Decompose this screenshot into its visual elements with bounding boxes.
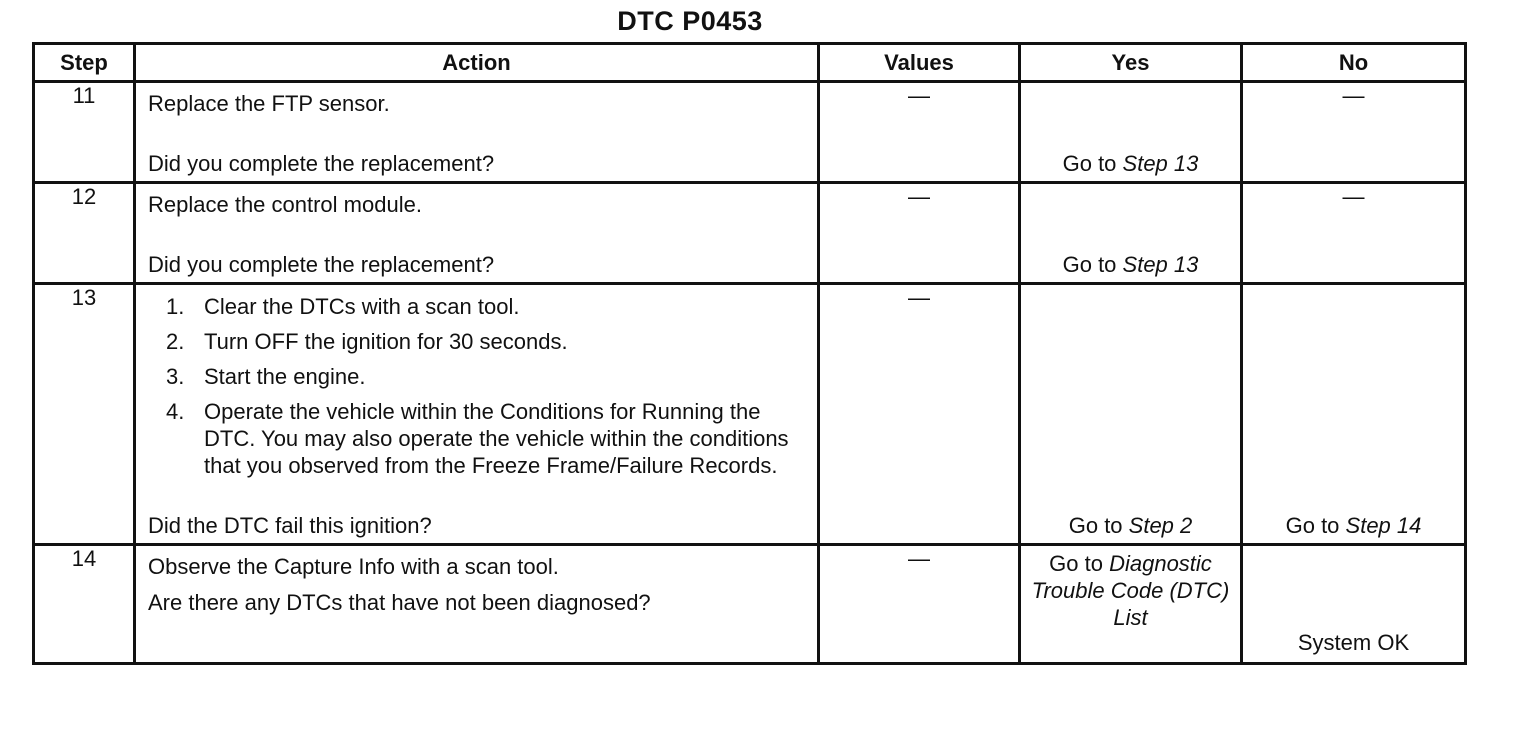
no-text: — bbox=[1342, 184, 1365, 209]
header-values: Values bbox=[819, 44, 1020, 82]
action-cell bbox=[135, 82, 819, 183]
action-question: Did you complete the replacement? bbox=[148, 151, 495, 176]
list-item-text: Start the engine. bbox=[204, 364, 366, 389]
action-instruction: Replace the FTP sensor. bbox=[148, 91, 390, 116]
no-cell bbox=[1242, 545, 1466, 664]
yes-dtc-list-link: Diagnostic Trouble Code (DTC) List bbox=[1031, 551, 1230, 630]
list-item-number: 1. bbox=[166, 294, 185, 319]
yes-cell bbox=[1020, 82, 1242, 183]
yes-step-link: Step 13 bbox=[1122, 151, 1199, 176]
values-text: — bbox=[908, 546, 930, 571]
values-cell bbox=[819, 545, 1020, 664]
step-number: 12 bbox=[34, 183, 135, 284]
list-item-number: 2. bbox=[166, 329, 185, 354]
yes-prefix: Go to bbox=[1049, 551, 1110, 576]
action-cell bbox=[135, 545, 819, 664]
no-cell bbox=[1242, 82, 1466, 183]
list-item bbox=[166, 328, 807, 355]
list-item-number: 4. bbox=[166, 399, 185, 424]
table-row bbox=[34, 82, 1466, 183]
step-number: 13 bbox=[34, 284, 135, 545]
values-cell bbox=[819, 183, 1020, 284]
header-step: Step bbox=[34, 44, 135, 82]
list-item-text: Turn OFF the ignition for 30 seconds. bbox=[204, 329, 568, 354]
header-action: Action bbox=[135, 44, 819, 82]
action-instruction: Replace the control module. bbox=[148, 192, 422, 217]
step-number: 14 bbox=[34, 545, 135, 664]
action-cell bbox=[135, 284, 819, 545]
list-item bbox=[166, 293, 807, 320]
yes-cell bbox=[1020, 284, 1242, 545]
yes-step-link: Step 2 bbox=[1128, 513, 1193, 538]
yes-cell bbox=[1020, 545, 1242, 664]
action-cell bbox=[135, 183, 819, 284]
values-text: — bbox=[908, 83, 930, 108]
list-item bbox=[166, 363, 807, 390]
yes-prefix: Go to bbox=[1062, 151, 1123, 176]
no-text: — bbox=[1342, 83, 1365, 108]
action-steps-list bbox=[148, 293, 807, 479]
yes-cell bbox=[1020, 183, 1242, 284]
no-prefix: Go to bbox=[1285, 513, 1346, 538]
page-title: DTC P0453 bbox=[617, 6, 763, 36]
values-cell bbox=[819, 82, 1020, 183]
no-cell bbox=[1242, 183, 1466, 284]
table-row bbox=[34, 284, 1466, 545]
table-row bbox=[34, 545, 1466, 664]
action-question: Did the DTC fail this ignition? bbox=[148, 513, 432, 538]
no-text: System OK bbox=[1297, 630, 1410, 655]
yes-step-link: Step 13 bbox=[1122, 252, 1199, 277]
list-item-text: Operate the vehicle within the Conditions for Running the DTC. You may also operate the vehicle within the conditions that you observed from the Freeze Frame/Failure Records. bbox=[204, 399, 789, 478]
header-yes: Yes bbox=[1020, 44, 1242, 82]
list-item-number: 3. bbox=[166, 364, 185, 389]
step-number: 11 bbox=[34, 82, 135, 183]
yes-prefix: Go to bbox=[1068, 513, 1129, 538]
list-item bbox=[166, 398, 807, 479]
header-no: No bbox=[1242, 44, 1466, 82]
no-step-link: Step 14 bbox=[1345, 513, 1422, 538]
dtc-table bbox=[32, 42, 1467, 665]
values-cell bbox=[819, 284, 1020, 545]
table-row bbox=[34, 183, 1466, 284]
values-text: — bbox=[908, 285, 930, 310]
action-question: Did you complete the replacement? bbox=[148, 252, 495, 277]
action-question: Are there any DTCs that have not been diagnosed? bbox=[148, 590, 651, 615]
table-header-row bbox=[34, 44, 1466, 82]
list-item-text: Clear the DTCs with a scan tool. bbox=[204, 294, 520, 319]
values-text: — bbox=[908, 184, 930, 209]
yes-prefix: Go to bbox=[1062, 252, 1123, 277]
no-cell bbox=[1242, 284, 1466, 545]
action-instruction: Observe the Capture Info with a scan tool. bbox=[148, 554, 559, 579]
